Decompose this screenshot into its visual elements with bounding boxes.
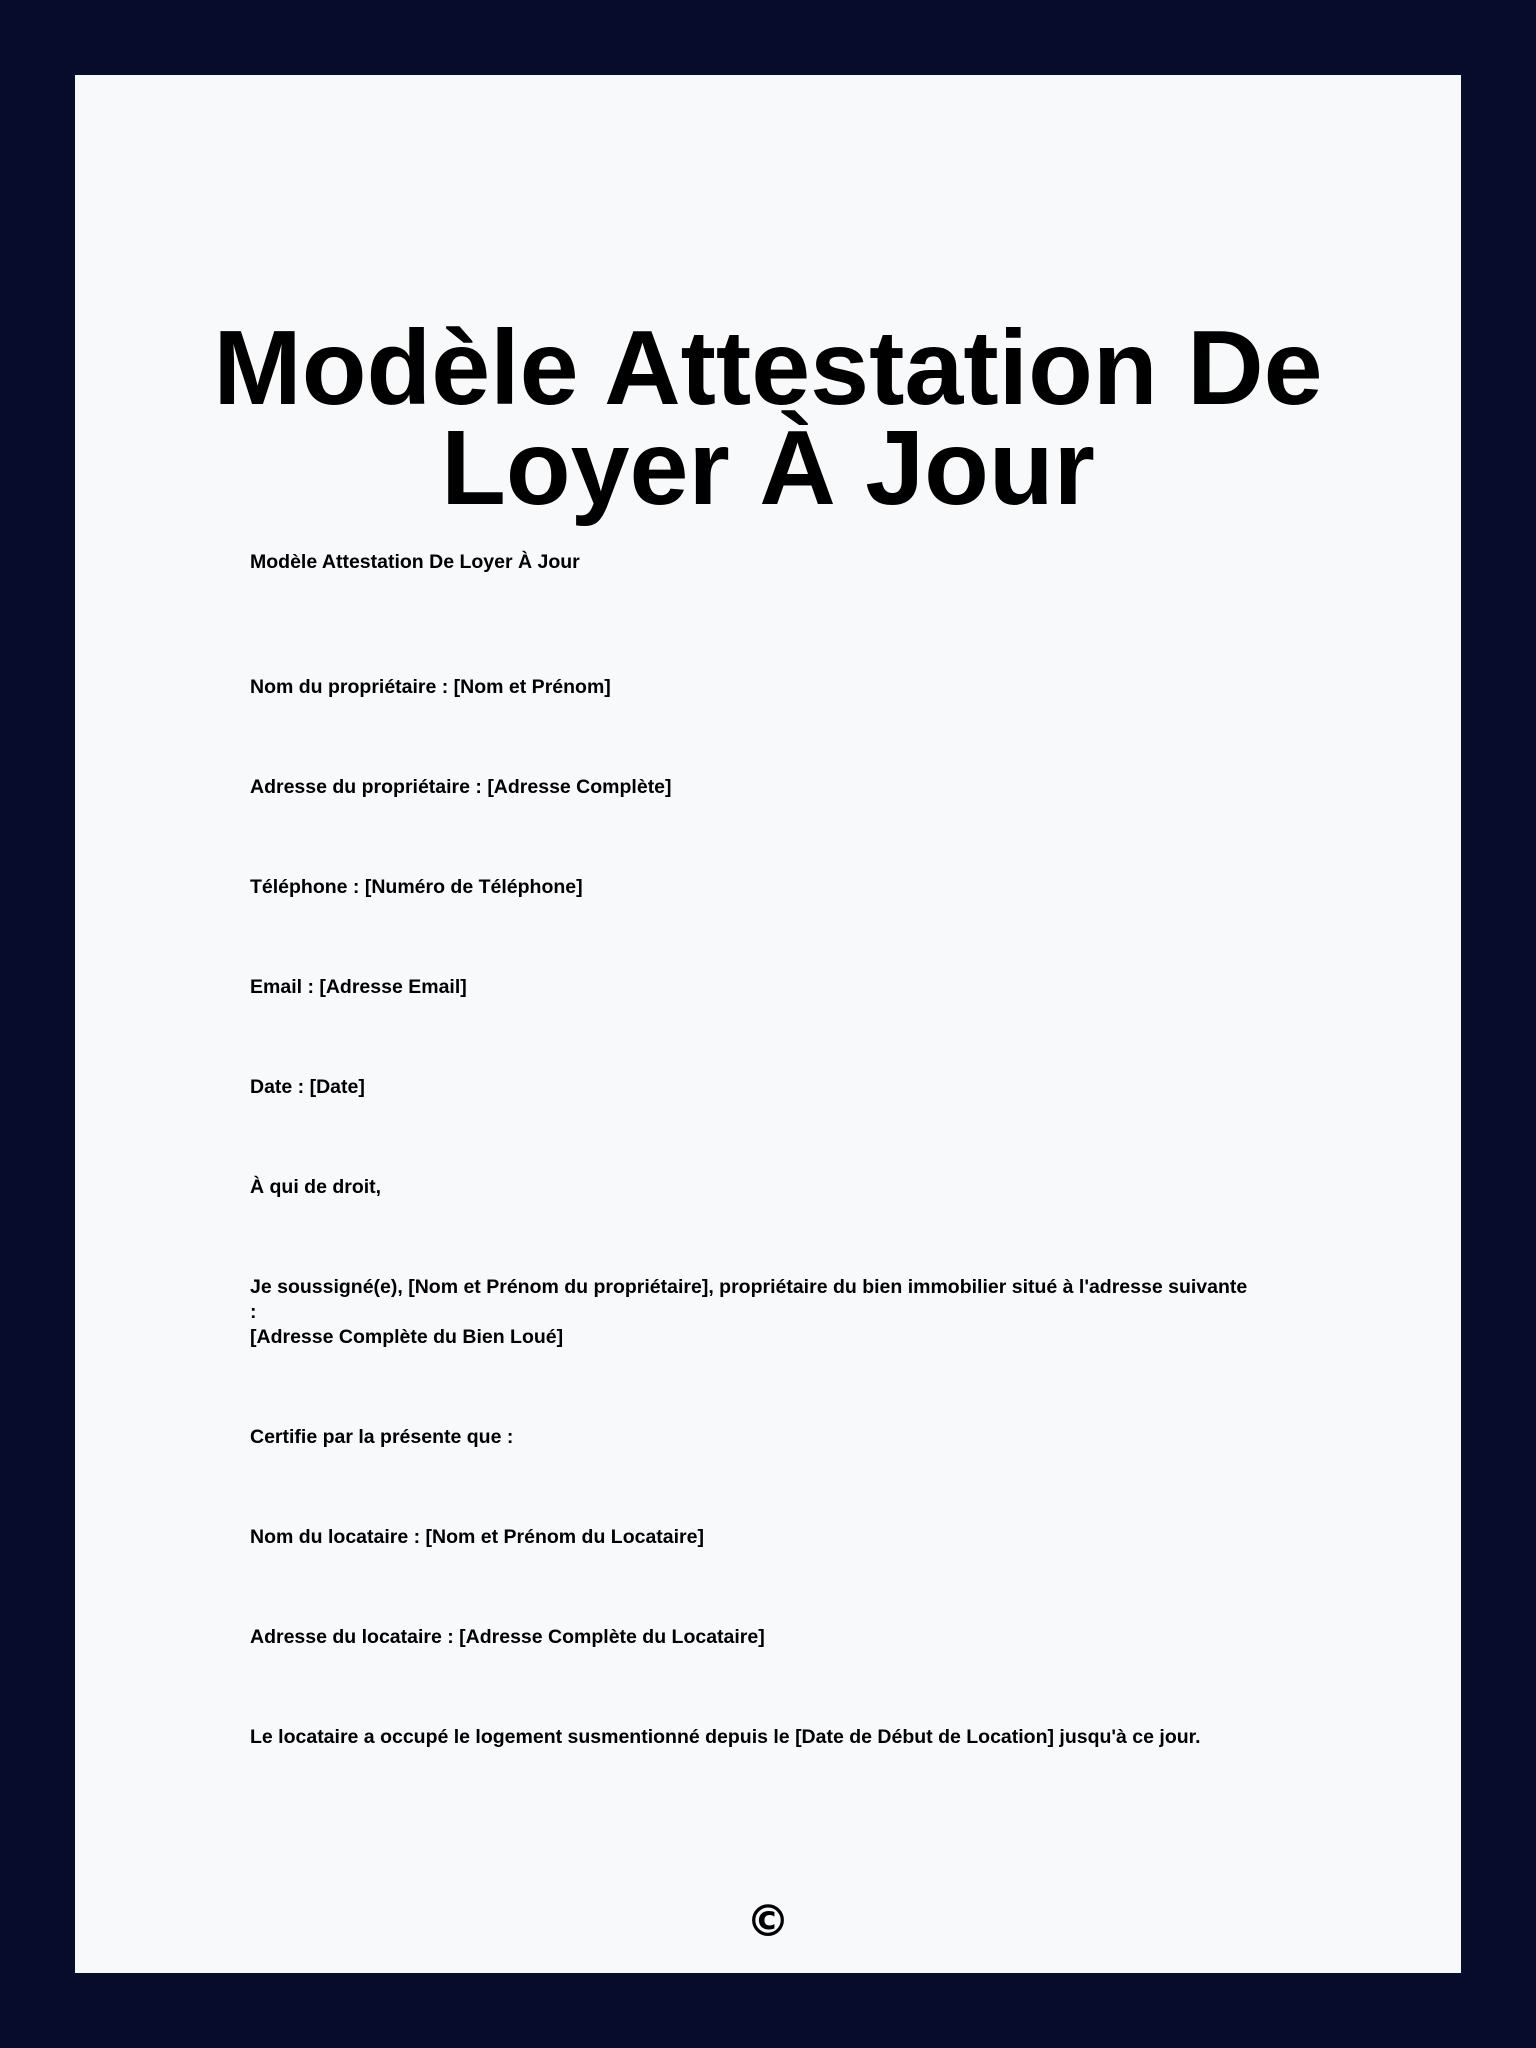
document-title: Modèle Attestation De Loyer À Jour bbox=[213, 309, 1323, 527]
declaration-paragraph bbox=[250, 1275, 1250, 1350]
owner-address-line: Adresse du propriétaire : [Adresse Complète] bbox=[250, 776, 672, 798]
declaration-line-2: [Adresse Complète du Bien Loué] bbox=[250, 1326, 564, 1348]
occupancy-line: Le locataire a occupé le logement susmentionné depuis le [Date de Début de Location] jusqu'à ce jour. bbox=[250, 1726, 1201, 1748]
document-page bbox=[75, 75, 1461, 1973]
salutation-line: À qui de droit, bbox=[250, 1176, 382, 1198]
certify-line: Certifie par la présente que : bbox=[250, 1426, 514, 1448]
email-line: Email : [Adresse Email] bbox=[250, 976, 467, 998]
date-line: Date : [Date] bbox=[250, 1076, 365, 1098]
owner-name-line: Nom du propriétaire : [Nom et Prénom] bbox=[250, 676, 611, 698]
document-subtitle: Modèle Attestation De Loyer À Jour bbox=[250, 551, 580, 573]
phone-line: Téléphone : [Numéro de Téléphone] bbox=[250, 876, 583, 898]
tenant-name-line: Nom du locataire : [Nom et Prénom du Locataire] bbox=[250, 1526, 704, 1548]
declaration-line-1: Je soussigné(e), [Nom et Prénom du propriétaire], propriétaire du bien immobilier situé à l'adresse suivante : bbox=[250, 1276, 1248, 1323]
copyright-icon: © bbox=[746, 1896, 790, 1947]
tenant-address-line: Adresse du locataire : [Adresse Complète du Locataire] bbox=[250, 1626, 765, 1648]
